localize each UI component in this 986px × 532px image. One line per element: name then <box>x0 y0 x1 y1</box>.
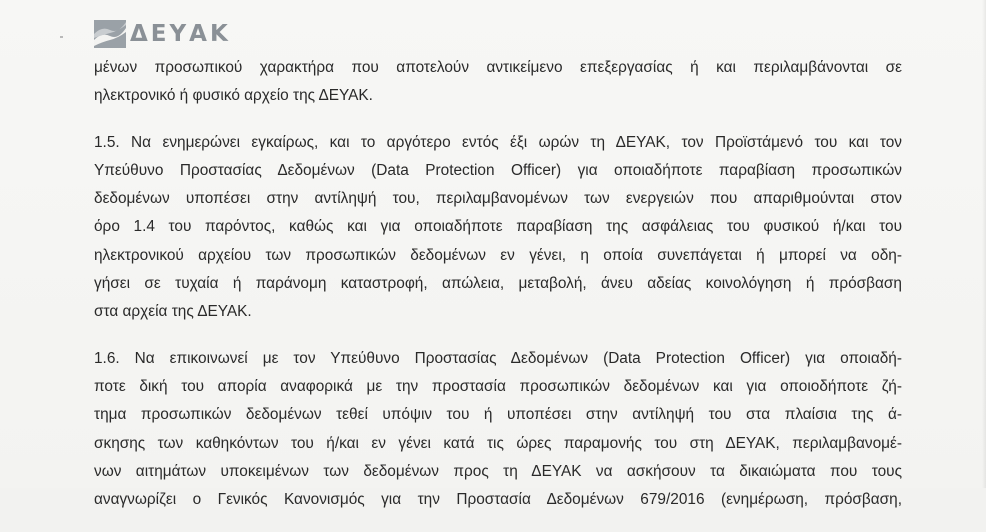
scan-artifact <box>60 36 63 38</box>
text-line: ηλεκτρονικό ή φυσικό αρχείο της ΔΕΥΑΚ. <box>94 87 373 105</box>
text-line: ποτε δική του απορία αναφορικά με την προστασία προσωπικών δεδομένων και για οποιοδήποτε ζή- <box>94 377 902 395</box>
text-line: τημα προσωπικών δεδομένων τεθεί υπόψιν του ή υποπέσει στην αντίληψή του στα πλαίσια της ά- <box>94 406 902 424</box>
text-line: στα αρχεία της ΔΕΥΑΚ. <box>94 303 252 321</box>
organization-logo <box>94 17 231 51</box>
text-line: νων αιτημάτων υποκειμένων των δεδομένων προς τη ΔΕΥΑΚ να ασκήσουν τα δικαιώματα που τους <box>94 462 902 480</box>
paragraph-1-5 <box>94 129 902 327</box>
text-line: δεδομένων υποπέσει στην αντίληψή του, περιλαμβανομένων των ενεργειών που απαριθμούνται στον <box>94 190 902 208</box>
paragraph-1-6 <box>94 345 902 515</box>
text-line: αναγνωρίζει ο Γενικός Κανονισμός για την Προστασία Δεδομένων 679/2016 (ενημέρωση, πρόσβαση, <box>94 491 902 509</box>
text-line: 1.6. Να επικοινωνεί με τον Υπεύθυνο Προστασίας Δεδομένων (Data Protection Officer) για οποιαδή- <box>94 349 902 367</box>
paragraph-continuation <box>94 54 902 111</box>
wave-logo-icon <box>94 20 126 48</box>
text-line: σκησης των καθηκόντων του ή/και εν γένει κατά τις ώρες παραμονής του στη ΔΕΥΑΚ, περιλαμβανομέ- <box>94 434 902 452</box>
logo-text: ΔΕΥΑΚ <box>130 21 231 47</box>
text-line: Υπεύθυνο Προστασίας Δεδομένων (Data Protection Officer) για οποιαδήποτε παραβίαση προσωπικών <box>94 161 902 179</box>
text-line: όρο 1.4 του παρόντος, καθώς και για οποιαδήποτε παραβίαση της ασφάλειας του φυσικού ή/και του <box>94 218 902 236</box>
scan-edge-shadow <box>982 0 986 488</box>
text-line: γήσει σε τυχαία ή παράνομη καταστροφή, απώλεια, μεταβολή, άνευ αδείας κοινολόγηση ή πρόσβαση <box>94 275 902 293</box>
text-line: 1.5. Να ενημερώνει εγκαίρως, και το αργότερο εντός έξι ωρών τη ΔΕΥΑΚ, τον Προϊστάμενό του και τον <box>94 133 902 151</box>
text-line: μένων προσωπικού χαρακτήρα που αποτελούν αντικείμενο επεξεργασίας ή και περιλαμβάνονται σε <box>94 59 902 76</box>
text-line: ηλεκτρονικού αρχείου των προσωπικών δεδομένων εν γένει, η οποία συνεπάγεται ή μπορεί να οδη- <box>94 246 902 264</box>
document-body <box>94 54 902 532</box>
